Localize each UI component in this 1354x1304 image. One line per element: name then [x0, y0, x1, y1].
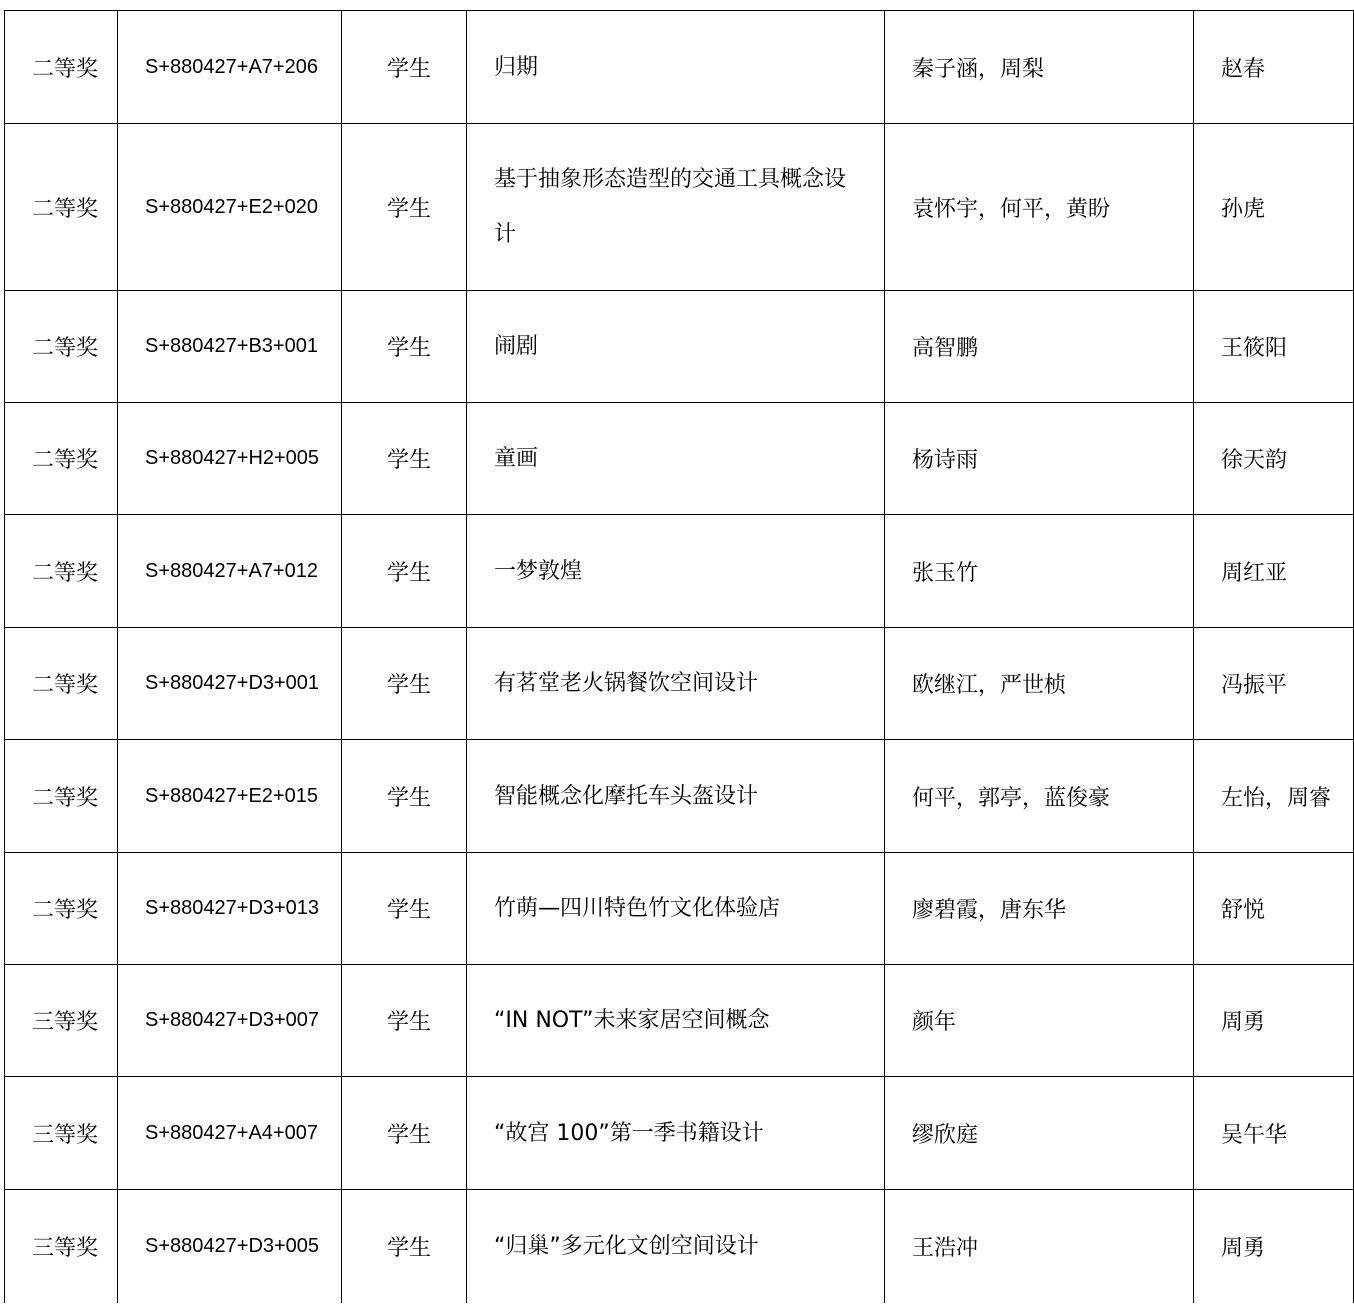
- authors-cell: 高智鹏: [885, 291, 1194, 403]
- entry-code-cell: S+880427+E2+015: [118, 740, 342, 853]
- authors-cell: 张玉竹: [885, 515, 1194, 628]
- entry-code-cell: S+880427+D3+005: [118, 1190, 342, 1303]
- advisor-cell: 左怡，周睿: [1194, 740, 1354, 853]
- authors-cell: 秦子涵，周梨: [885, 11, 1194, 124]
- authors-cell: 廖碧霞，唐东华: [885, 853, 1194, 965]
- authors-cell: 欧继江，严世桢: [885, 628, 1194, 740]
- award-level-cell: 三等奖: [5, 1190, 118, 1303]
- entry-code-cell: S+880427+H2+005: [118, 403, 342, 515]
- advisor-cell: 吴午华: [1194, 1077, 1354, 1190]
- advisor-cell: 王筱阳: [1194, 291, 1354, 403]
- category-cell: 学生: [342, 1190, 467, 1303]
- table-row: [5, 740, 1354, 853]
- award-level-cell: 二等奖: [5, 403, 118, 515]
- award-level-cell: 二等奖: [5, 515, 118, 628]
- category-cell: 学生: [342, 124, 467, 291]
- category-cell: 学生: [342, 1077, 467, 1190]
- award-level-cell: 二等奖: [5, 628, 118, 740]
- table-row: [5, 965, 1354, 1077]
- table-row: [5, 515, 1354, 628]
- authors-cell: 缪欣庭: [885, 1077, 1194, 1190]
- work-title-cell: 智能概念化摩托车头盔设计: [467, 740, 885, 853]
- award-level-cell: 二等奖: [5, 11, 118, 124]
- advisor-cell: 舒悦: [1194, 853, 1354, 965]
- table-row: [5, 291, 1354, 403]
- work-title-cell: 一梦敦煌: [467, 515, 885, 628]
- award-level-cell: 二等奖: [5, 124, 118, 291]
- entry-code-cell: S+880427+D3+013: [118, 853, 342, 965]
- advisor-cell: 冯振平: [1194, 628, 1354, 740]
- advisor-cell: 周勇: [1194, 1190, 1354, 1303]
- authors-cell: 颜年: [885, 965, 1194, 1077]
- table-row: [5, 11, 1354, 124]
- advisor-cell: 徐天韵: [1194, 403, 1354, 515]
- authors-cell: 何平，郭亭，蓝俊豪: [885, 740, 1194, 853]
- awards-table: [4, 10, 1354, 1303]
- work-title-cell: 有茗堂老火锅餐饮空间设计: [467, 628, 885, 740]
- table-row: [5, 1077, 1354, 1190]
- work-title-cell: “归巢”多元化文创空间设计: [467, 1190, 885, 1303]
- work-title-cell: 童画: [467, 403, 885, 515]
- entry-code-cell: S+880427+A7+012: [118, 515, 342, 628]
- advisor-cell: 周红亚: [1194, 515, 1354, 628]
- table-row: [5, 1190, 1354, 1303]
- table-row: [5, 853, 1354, 965]
- entry-code-cell: S+880427+B3+001: [118, 291, 342, 403]
- entry-code-cell: S+880427+D3+001: [118, 628, 342, 740]
- table-row: [5, 403, 1354, 515]
- award-level-cell: 二等奖: [5, 740, 118, 853]
- authors-cell: 杨诗雨: [885, 403, 1194, 515]
- award-level-cell: 三等奖: [5, 1077, 118, 1190]
- category-cell: 学生: [342, 853, 467, 965]
- category-cell: 学生: [342, 291, 467, 403]
- table-row: [5, 628, 1354, 740]
- work-title-cell: “故宫 100”第一季书籍设计: [467, 1077, 885, 1190]
- award-level-cell: 二等奖: [5, 291, 118, 403]
- advisor-cell: 孙虎: [1194, 124, 1354, 291]
- entry-code-cell: S+880427+E2+020: [118, 124, 342, 291]
- advisor-cell: 周勇: [1194, 965, 1354, 1077]
- work-title-cell: 闹剧: [467, 291, 885, 403]
- category-cell: 学生: [342, 11, 467, 124]
- work-title-cell: 竹萌—四川特色竹文化体验店: [467, 853, 885, 965]
- category-cell: 学生: [342, 403, 467, 515]
- category-cell: 学生: [342, 515, 467, 628]
- work-title-cell: 归期: [467, 11, 885, 124]
- work-title-cell: 基于抽象形态造型的交通工具概念设计: [467, 124, 885, 291]
- advisor-cell: 赵春: [1194, 11, 1354, 124]
- table-row: [5, 124, 1354, 291]
- category-cell: 学生: [342, 965, 467, 1077]
- category-cell: 学生: [342, 740, 467, 853]
- work-title-cell: “IN NOT”未来家居空间概念: [467, 965, 885, 1077]
- entry-code-cell: S+880427+D3+007: [118, 965, 342, 1077]
- entry-code-cell: S+880427+A4+007: [118, 1077, 342, 1190]
- entry-code-cell: S+880427+A7+206: [118, 11, 342, 124]
- award-level-cell: 二等奖: [5, 853, 118, 965]
- authors-cell: 袁怀宇，何平，黄盼: [885, 124, 1194, 291]
- category-cell: 学生: [342, 628, 467, 740]
- authors-cell: 王浩冲: [885, 1190, 1194, 1303]
- award-level-cell: 三等奖: [5, 965, 118, 1077]
